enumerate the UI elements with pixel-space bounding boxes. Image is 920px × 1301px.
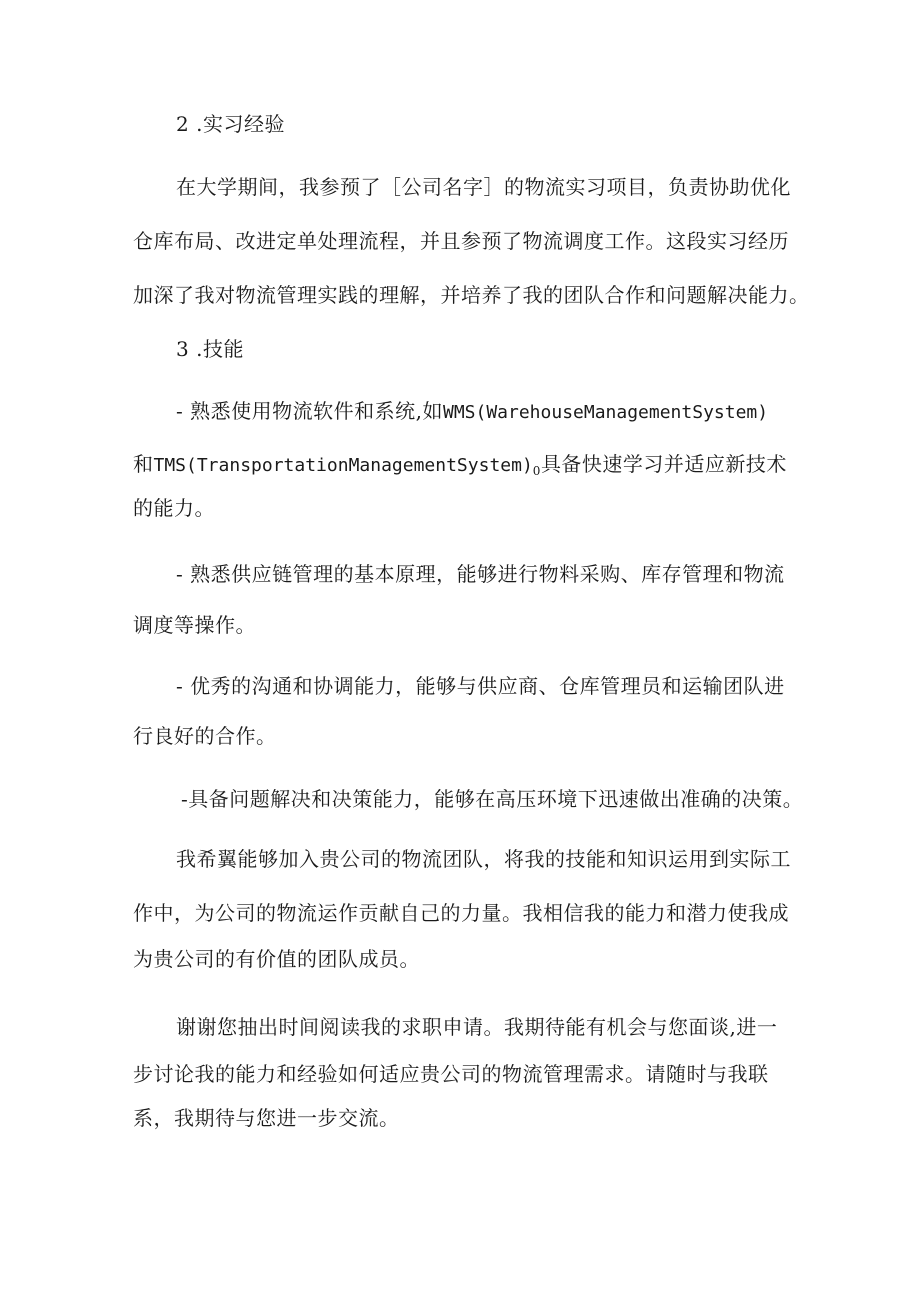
paragraph-line: 仓库布局、改进定单处理流程，并且参预了物流调度工作。这段实习经历 [133, 229, 789, 253]
software-name-tms: TMS(TransportationManagementSystem) [153, 455, 533, 476]
paragraph-line: 在大学期间，我参预了［公司名字］的物流实习项目，负责协助优化 [176, 175, 791, 199]
skill-text: 具备快速学习并适应新技术 [540, 452, 787, 476]
skill-item-2-line-2: 调度等操作。 [133, 613, 256, 637]
paragraph-line: 加深了我对物流管理实践的理解，并培养了我的团队合作和问题解决能力。 [133, 283, 810, 307]
section-heading-skills: 3 .技能 [176, 337, 244, 361]
paragraph-line: 系，我期待与您进一步交流。 [133, 1106, 400, 1130]
paragraph-line: 为贵公司的有价值的团队成员。 [133, 947, 420, 971]
paragraph-line: 步讨论我的能力和经验如何适应贵公司的物流管理需求。请随时与我联 [133, 1062, 769, 1086]
subscript-mark: 0 [532, 464, 541, 478]
skill-text: 和 [133, 452, 154, 476]
skill-item-1-line-2 [133, 451, 787, 484]
skill-item-1-line-1 [176, 398, 768, 426]
skill-text: - 熟悉使用物流软件和系统,如 [176, 399, 443, 423]
section-heading-internship: 2 .实习经验 [176, 112, 285, 136]
paragraph-line: 我希翼能够加入贵公司的物流团队，将我的技能和知识运用到实际工 [176, 847, 791, 871]
skill-item-3-line-2: 行良好的合作。 [133, 724, 277, 748]
paragraph-line: 作中，为公司的物流运作贡献自己的力量。我相信我的能力和潜力使我成 [133, 901, 789, 925]
skill-item-2-line-1: - 熟悉供应链管理的基本原理，能够进行物料采购、库存管理和物流 [176, 562, 785, 586]
skill-item-3-line-1: - 优秀的沟通和协调能力，能够与供应商、仓库管理员和运输团队进 [176, 674, 785, 698]
software-name-wms: WMS(WarehouseManagementSystem) [442, 402, 769, 423]
skill-item-4: -具备问题解决和决策能力，能够在高压环境下迅速做出准确的决策。 [181, 787, 804, 811]
paragraph-line: 的能力。 [133, 496, 215, 520]
paragraph-line: 谢谢您抽出时间阅读我的求职申请。我期待能有机会与您面谈,进一 [176, 1015, 778, 1039]
